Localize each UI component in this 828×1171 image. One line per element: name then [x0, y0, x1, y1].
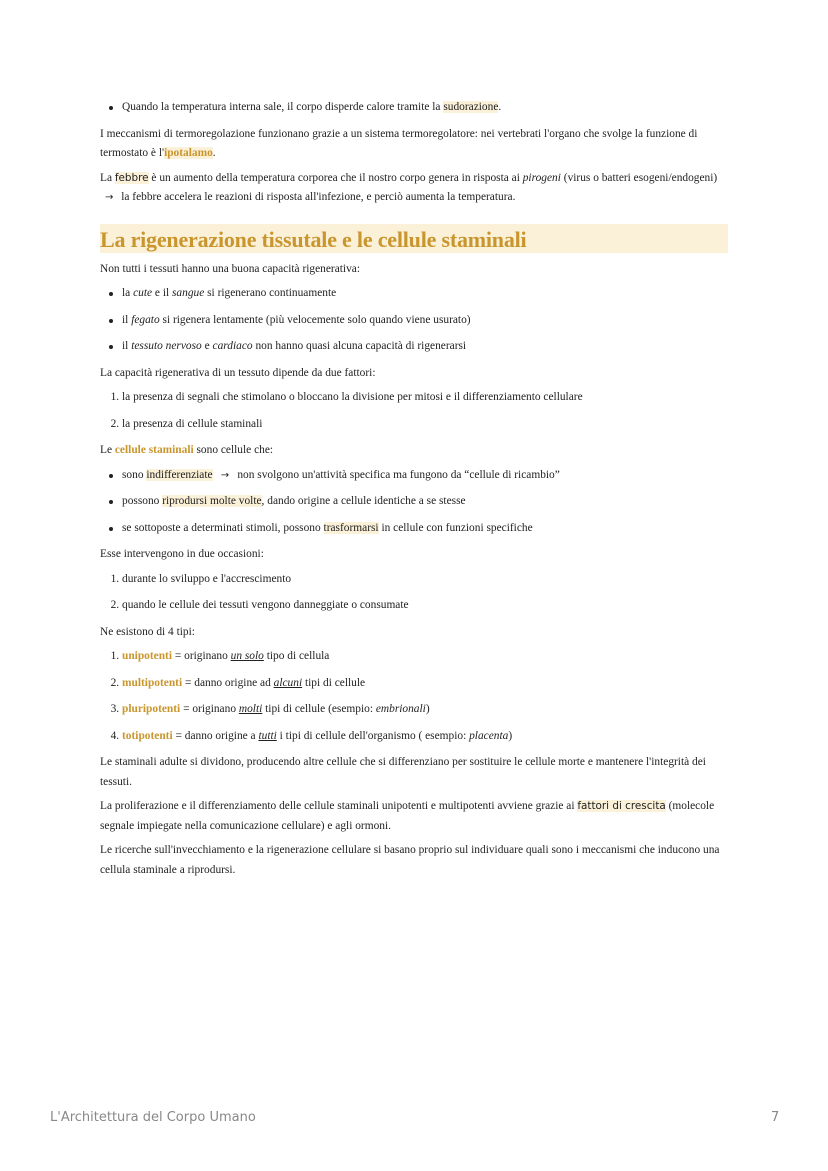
stem-properties-list	[100, 466, 728, 539]
section-heading: La rigenerazione tissutale e le cellule staminali	[100, 224, 728, 253]
list-item: 1. durante lo sviluppo e l'accrescimento	[122, 570, 728, 590]
list-item: il tessuto nervoso e cardiaco non hanno quasi alcuna capacità di rigenerarsi	[122, 337, 728, 357]
paragraph-adult-stem: Le staminali adulte si dividono, producendo altre cellule che si differenziano per sostituire le cellule morte e mantenere l'integrità dei tessuti.	[100, 756, 706, 788]
highlight-riprodursi: riprodursi molte volte	[162, 495, 262, 507]
list-item: 1. la presenza di segnali che stimolano o bloccano la divisione per mitosi e il differenziamento cellulare	[122, 388, 728, 408]
paragraph-occasions: Esse intervengono in due occasioni:	[100, 548, 264, 560]
tissues-list	[100, 284, 728, 357]
list-item: sono indifferenziate → non svolgono un'attività specifica ma fungono da “cellule di ricambio”	[122, 466, 728, 486]
list-item: Quando la temperatura interna sale, il corpo disperde calore tramite la sudorazione.	[122, 98, 728, 118]
factors-list	[100, 388, 728, 434]
sweat-list	[100, 98, 728, 118]
page-content	[100, 98, 728, 885]
paragraph-research: Le ricerche sull'invecchiamento e la rigenerazione cellulare si basano proprio sul individuare quali sono i meccanismi che inducono una cellula staminale a riprodursi.	[100, 844, 720, 876]
footer-book-title: L'Architettura del Corpo Umano	[50, 1110, 256, 1125]
occasions-list	[100, 570, 728, 616]
highlight-fattori-di-crescita: fattori di crescita	[577, 800, 666, 812]
list-item: 2. la presenza di cellule staminali	[122, 415, 728, 435]
list-item: il fegato si rigenera lentamente (più velocemente solo quando viene usurato)	[122, 311, 728, 331]
list-item: 1. unipotenti = originano un solo tipo di cellula	[122, 647, 728, 667]
paragraph-depends: La capacità rigenerativa di un tessuto dipende da due fattori:	[100, 366, 376, 379]
keyword-ipotalamo: ipotalamo	[164, 147, 213, 159]
keyword-pluripotenti: pluripotenti	[122, 703, 181, 715]
keyword-unipotenti: unipotenti	[122, 650, 173, 662]
keyword-cellule-staminali: cellule staminali	[114, 444, 194, 456]
list-item: se sottoposte a determinati stimoli, possono trasformarsi in cellule con funzioni specifiche	[122, 519, 728, 539]
paragraph-proliferation: La proliferazione e il differenziamento delle cellule staminali unipotenti e multipotenti avviene grazie ai fattori di crescita (molecole segnale impiegate nella comunicazione cellulare) e agli ormoni.	[100, 800, 715, 832]
list-item: 3. pluripotenti = originano molti tipi di cellule (esempio: embrionali)	[122, 700, 728, 720]
list-item: 4. totipotenti = danno origine a tutti i tipi di cellule dell'organismo ( esempio: placenta)	[122, 727, 728, 747]
list-item: 2. quando le cellule dei tessuti vengono danneggiate o consumate	[122, 596, 728, 616]
paragraph-not-all: Non tutti i tessuti hanno una buona capacità rigenerativa:	[100, 262, 361, 275]
list-item: 2. multipotenti = danno origine ad alcuni tipi di cellule	[122, 674, 728, 694]
highlight-trasformarsi: trasformarsi	[323, 521, 379, 534]
arrow-icon: →	[217, 469, 233, 481]
keyword-multipotenti: multipotenti	[122, 676, 183, 689]
highlight-sudorazione: sudorazione	[443, 101, 499, 113]
paragraph-types: Ne esistono di 4 tipi:	[100, 625, 195, 638]
paragraph-stem-cells: Le cellule staminali sono cellule che:	[100, 444, 274, 456]
list-item: la cute e il sangue si rigenerano continuamente	[122, 284, 728, 304]
keyword-totipotenti: totipotenti	[122, 729, 173, 742]
footer-page-number: 7	[771, 1110, 780, 1125]
highlight-febbre: febbre	[114, 171, 149, 184]
list-item: possono riprodursi molte volte, dando origine a cellule identiche a se stesse	[122, 492, 728, 512]
types-list	[100, 647, 728, 746]
paragraph-fever: La febbre è un aumento della temperatura corporea che il nostro corpo genera in risposta ai pirogeni (virus o batteri esogeni/endogeni) → la febbre accelera le reazioni di risposta all'infezione, e perciò aumenta la temperatura.	[100, 171, 718, 203]
highlight-indifferenziate: indifferenziate	[146, 468, 213, 481]
arrow-icon: →	[105, 192, 114, 203]
paragraph-thermoregulation: I meccanismi di termoregolazione funzionano grazie a un sistema termoregolatore: nei vertebrati l'organo che svolge la funzione di termostato è l'ipotalamo.	[100, 127, 698, 159]
